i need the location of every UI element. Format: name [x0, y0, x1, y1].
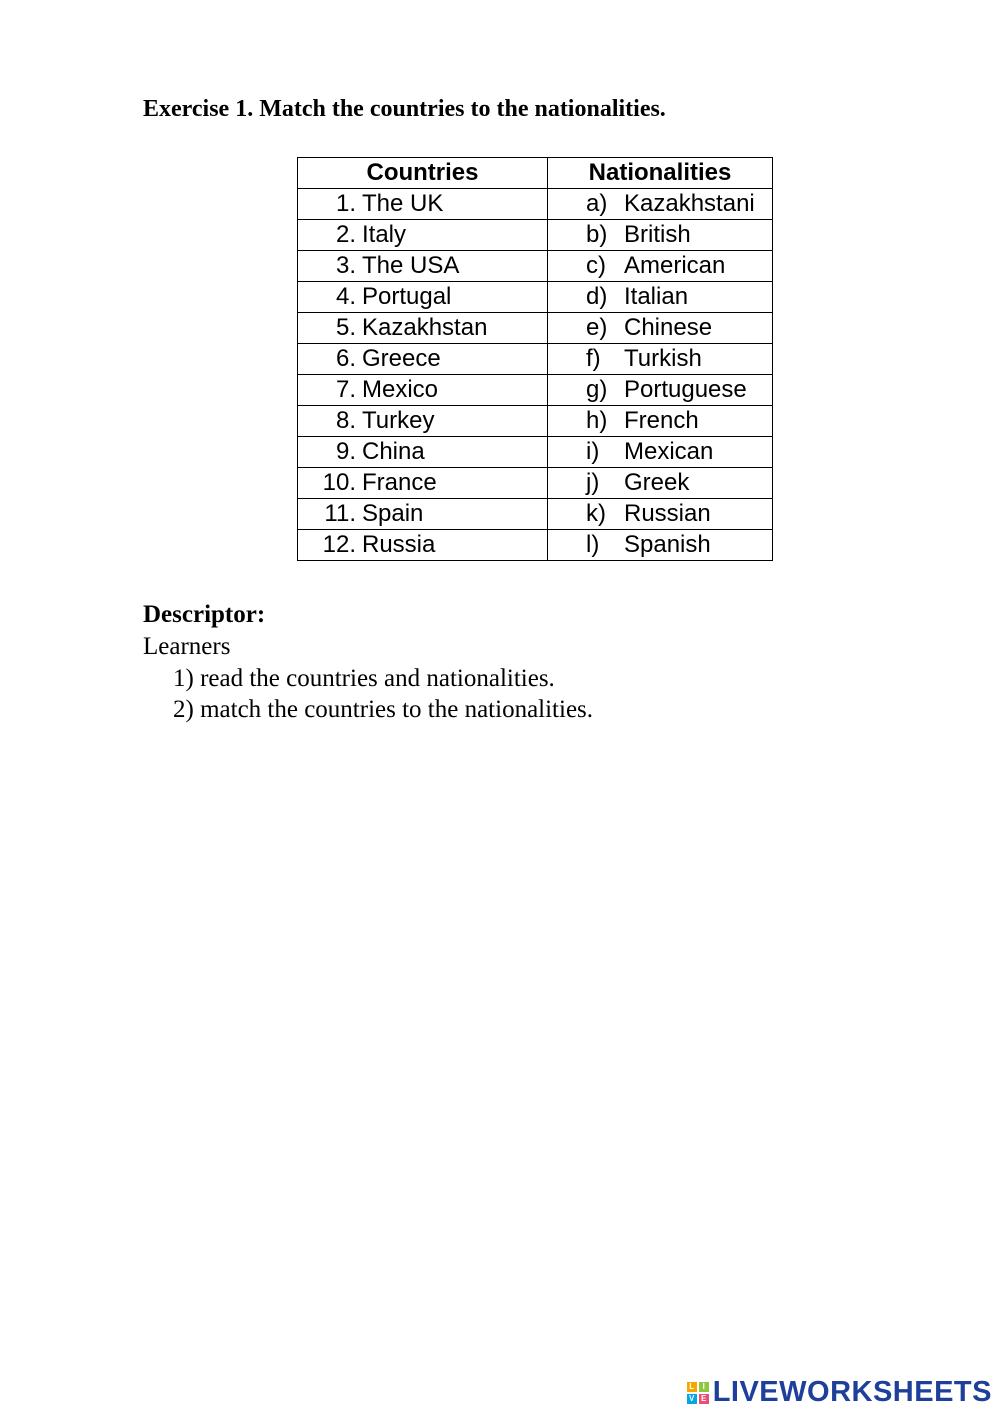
- logo-letter: E: [699, 1394, 709, 1404]
- table-row: [298, 344, 773, 375]
- nationality-cell: [548, 189, 773, 220]
- nationality-cell: [548, 468, 773, 499]
- logo-letter: V: [687, 1394, 697, 1404]
- nationality-letter: e): [586, 314, 608, 341]
- table-row: [298, 313, 773, 344]
- nationality-cell: [548, 375, 773, 406]
- logo-letter: L: [687, 1382, 697, 1392]
- nationality-name: Russian: [624, 500, 711, 527]
- country-name: Italy: [362, 221, 407, 248]
- country-name: The UK: [362, 190, 444, 217]
- nationality-letter: k): [586, 500, 606, 527]
- country-number: 1.: [335, 190, 356, 217]
- country-cell: [298, 530, 548, 561]
- nationality-name: Italian: [624, 283, 689, 310]
- nationality-name: Turkish: [624, 345, 702, 372]
- country-name: Spain: [362, 500, 424, 527]
- country-name: The USA: [362, 252, 460, 279]
- table-row: [298, 406, 773, 437]
- nationality-letter: a): [586, 190, 608, 217]
- exercise-title: Exercise 1. Match the countries to the nationalities.: [143, 96, 666, 122]
- nationality-name: Chinese: [624, 314, 713, 341]
- country-name: Greece: [362, 345, 441, 372]
- country-name: Kazakhstan: [362, 314, 488, 341]
- nationality-cell: [548, 220, 773, 251]
- table-row: [298, 437, 773, 468]
- country-number: 5.: [335, 314, 356, 341]
- table-row: [298, 499, 773, 530]
- nationality-cell: [548, 437, 773, 468]
- country-number: 2.: [335, 221, 356, 248]
- country-number: 6.: [335, 345, 356, 372]
- table-header-row: [298, 158, 773, 189]
- country-cell: [298, 220, 548, 251]
- nationality-name: Spanish: [624, 531, 711, 558]
- nationality-cell: [548, 313, 773, 344]
- descriptor-list: [173, 663, 593, 725]
- country-name: Portugal: [362, 283, 452, 310]
- table-row: [298, 375, 773, 406]
- country-name: Mexico: [362, 376, 439, 403]
- nationality-name: British: [624, 221, 691, 248]
- country-number: 10.: [322, 469, 356, 496]
- country-number: 7.: [335, 376, 356, 403]
- nationality-cell: [548, 344, 773, 375]
- nationality-cell: [548, 282, 773, 313]
- table-row: [298, 220, 773, 251]
- nationality-letter: d): [586, 283, 608, 310]
- nationality-name: Kazakhstani: [624, 190, 755, 217]
- country-cell: [298, 375, 548, 406]
- table-row: [298, 468, 773, 499]
- nationality-name: Portuguese: [624, 376, 747, 403]
- table-row: [298, 530, 773, 561]
- nationality-cell: [548, 530, 773, 561]
- nationality-name: French: [624, 407, 699, 434]
- country-number: 4.: [335, 283, 356, 310]
- country-number: 3.: [335, 252, 356, 279]
- nationality-cell: [548, 406, 773, 437]
- nationality-letter: c): [586, 252, 606, 279]
- liveworksheets-watermark: [687, 1376, 992, 1409]
- country-cell: [298, 437, 548, 468]
- country-cell: [298, 406, 548, 437]
- descriptor-intro: Learners: [143, 633, 231, 660]
- nationality-name: Greek: [624, 469, 690, 496]
- table-row: [298, 251, 773, 282]
- nationality-name: American: [624, 252, 726, 279]
- watermark-text: LIVEWORKSHEETS: [712, 1376, 992, 1408]
- country-number: 12.: [322, 531, 356, 558]
- table-row: [298, 282, 773, 313]
- nationality-name: Mexican: [624, 438, 714, 465]
- nationality-letter: l): [586, 531, 600, 558]
- descriptor-item: 1) read the countries and nationalities.: [173, 665, 555, 692]
- country-cell: [298, 499, 548, 530]
- logo-letter: I: [699, 1382, 709, 1392]
- country-number: 9.: [335, 438, 356, 465]
- table-body: [298, 189, 773, 561]
- country-cell: [298, 344, 548, 375]
- country-name: Russia: [362, 531, 436, 558]
- nationality-cell: [548, 499, 773, 530]
- liveworksheets-logo-icon: [687, 1382, 709, 1404]
- nationality-letter: g): [586, 376, 608, 403]
- nationalities-header: Nationalities: [548, 158, 773, 189]
- country-name: France: [362, 469, 437, 496]
- descriptor-item: 2) match the countries to the nationalities.: [173, 696, 594, 723]
- country-number: 11.: [324, 500, 356, 527]
- nationality-cell: [548, 251, 773, 282]
- country-name: Turkey: [362, 407, 435, 434]
- country-cell: [298, 189, 548, 220]
- country-number: 8.: [335, 407, 356, 434]
- countries-header: Countries: [298, 158, 548, 189]
- country-cell: [298, 313, 548, 344]
- country-name: China: [362, 438, 425, 465]
- country-cell: [298, 251, 548, 282]
- country-cell: [298, 282, 548, 313]
- country-cell: [298, 468, 548, 499]
- descriptor-heading: Descriptor:: [143, 601, 266, 628]
- table-row: [298, 189, 773, 220]
- nationality-letter: j): [586, 469, 600, 496]
- nationality-letter: i): [586, 438, 600, 465]
- nationality-letter: b): [586, 221, 608, 248]
- nationality-letter: h): [586, 407, 608, 434]
- match-table: [297, 157, 773, 561]
- nationality-letter: f): [586, 345, 601, 372]
